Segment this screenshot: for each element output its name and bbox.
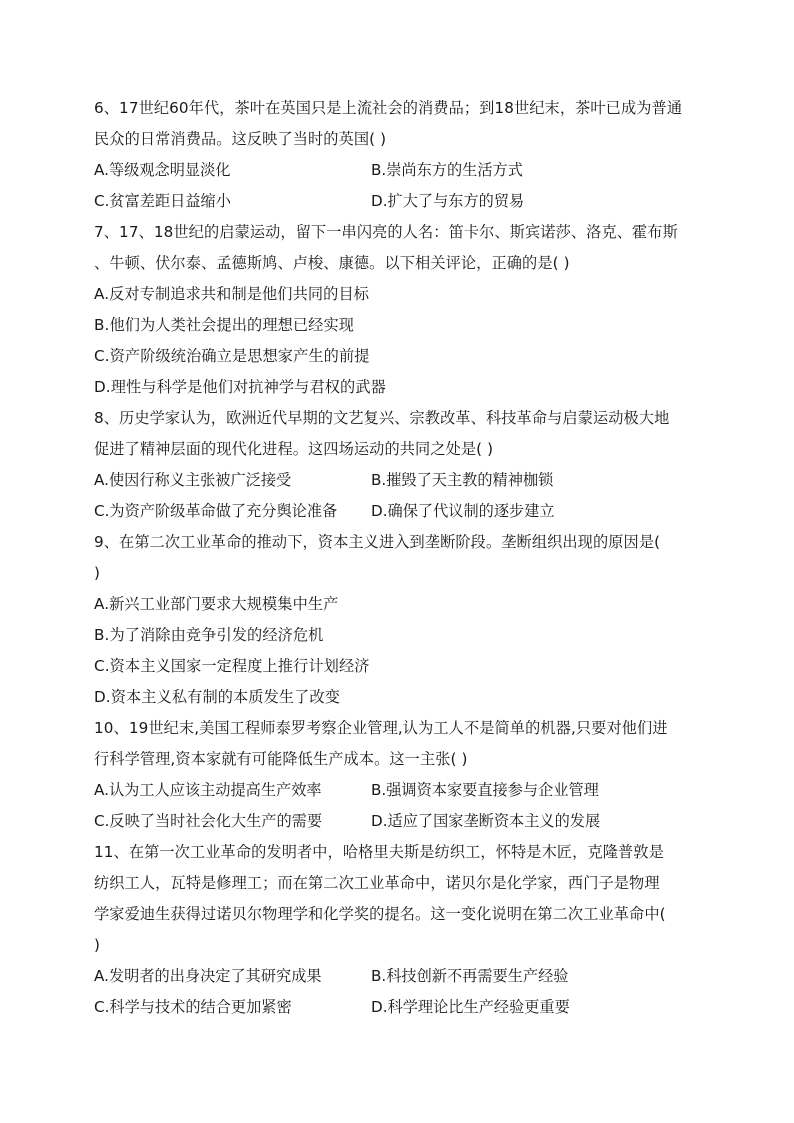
question-11: [94, 837, 704, 1023]
question-9: [94, 527, 704, 713]
option-b: B.为了消除由竞争引发的经济危机: [94, 626, 324, 644]
question-stem-line: 8、历史学家认为，欧洲近代早期的文艺复兴、宗教改革、科技革命与启蒙运动极大地: [94, 409, 670, 427]
question-list: [94, 93, 704, 1023]
question-stem-line: ): [94, 564, 101, 582]
question-stem-line: ): [94, 936, 101, 954]
option-d: D.理性与科学是他们对抗神学与君权的武器: [94, 378, 386, 396]
option-b: B.他们为人类社会提出的理想已经实现: [94, 316, 355, 334]
option-c: C.资产阶级统治确立是思想家产生的前提: [94, 347, 370, 365]
option-b: B.科技创新不再需要生产经验: [371, 967, 569, 985]
option-c: C.反映了当时社会化大生产的需要: [94, 812, 323, 830]
option-a: A.认为工人应该主动提高生产效率: [94, 781, 322, 799]
option-row: [94, 806, 704, 837]
option-row: [94, 155, 704, 186]
option-a: A.使因行称义主张被广泛接受: [94, 471, 292, 489]
question-stem-line: 、牛顿、伏尔泰、孟德斯鸠、卢梭、康德。以下相关评论，正确的是( ): [94, 254, 570, 272]
option-row: [94, 465, 704, 496]
option-row: [94, 496, 704, 527]
option-b: B.崇尚东方的生活方式: [371, 161, 523, 179]
question-10: [94, 713, 704, 837]
question-stem-line: 6、17世纪60年代，茶叶在英国只是上流社会的消费品；到18世纪末，茶叶已成为普通: [94, 99, 683, 117]
question-stem-line: 行科学管理,资本家就有可能降低生产成本。这一主张( ): [94, 750, 468, 768]
question-7: [94, 217, 704, 403]
option-c: C.贫富差距日益缩小: [94, 192, 231, 210]
question-stem-line: 促进了精神层面的现代化进程。这四场运动的共同之处是( ): [94, 440, 494, 458]
question-stem-line: 7、17、18世纪的启蒙运动，留下一串闪亮的人名：笛卡尔、斯宾诺莎、洛克、霍布斯: [94, 223, 678, 241]
option-d: D.适应了国家垄断资本主义的发展: [371, 812, 601, 830]
question-stem-line: 纺织工人，瓦特是修理工；而在第二次工业革命中，诺贝尔是化学家，西门子是物理: [94, 874, 660, 892]
option-a: A.新兴工业部门要求大规模集中生产: [94, 595, 339, 613]
option-b: B.强调资本家要直接参与企业管理: [371, 781, 599, 799]
option-row: [94, 992, 704, 1023]
option-a: A.发明者的出身决定了其研究成果: [94, 967, 322, 985]
option-a: A.反对专制追求共和制是他们共同的目标: [94, 285, 370, 303]
question-6: [94, 93, 704, 217]
question-stem-line: 学家爱迪生获得过诺贝尔物理学和化学奖的提名。这一变化说明在第二次工业革命中(: [94, 905, 666, 923]
question-stem-line: 10、19世纪末,美国工程师泰罗考察企业管理,认为工人不是简单的机器,只要对他们进: [94, 719, 668, 737]
option-c: C.资本主义国家一定程度上推行计划经济: [94, 657, 370, 675]
option-d: D.科学理论比生产经验更重要: [371, 998, 570, 1016]
question-8: [94, 403, 704, 527]
option-a: A.等级观念明显淡化: [94, 161, 231, 179]
option-d: D.确保了代议制的逐步建立: [371, 502, 555, 520]
option-row: [94, 186, 704, 217]
option-d: D.资本主义私有制的本质发生了改变: [94, 688, 341, 706]
option-row: [94, 961, 704, 992]
question-stem-line: 11、在第一次工业革命的发明者中，哈格里夫斯是纺织工，怀特是木匠，克隆普敦是: [94, 843, 664, 861]
option-b: B.摧毁了天主教的精神枷锁: [371, 471, 554, 489]
option-c: C.科学与技术的结合更加紧密: [94, 998, 292, 1016]
option-d: D.扩大了与东方的贸易: [371, 192, 525, 210]
option-c: C.为资产阶级革命做了充分舆论准备: [94, 502, 338, 520]
question-stem-line: 9、在第二次工业革命的推动下，资本主义进入到垄断阶段。垄断组织出现的原因是(: [94, 533, 661, 551]
option-row: [94, 775, 704, 806]
question-stem-line: 民众的日常消费品。这反映了当时的英国( ): [94, 130, 387, 148]
